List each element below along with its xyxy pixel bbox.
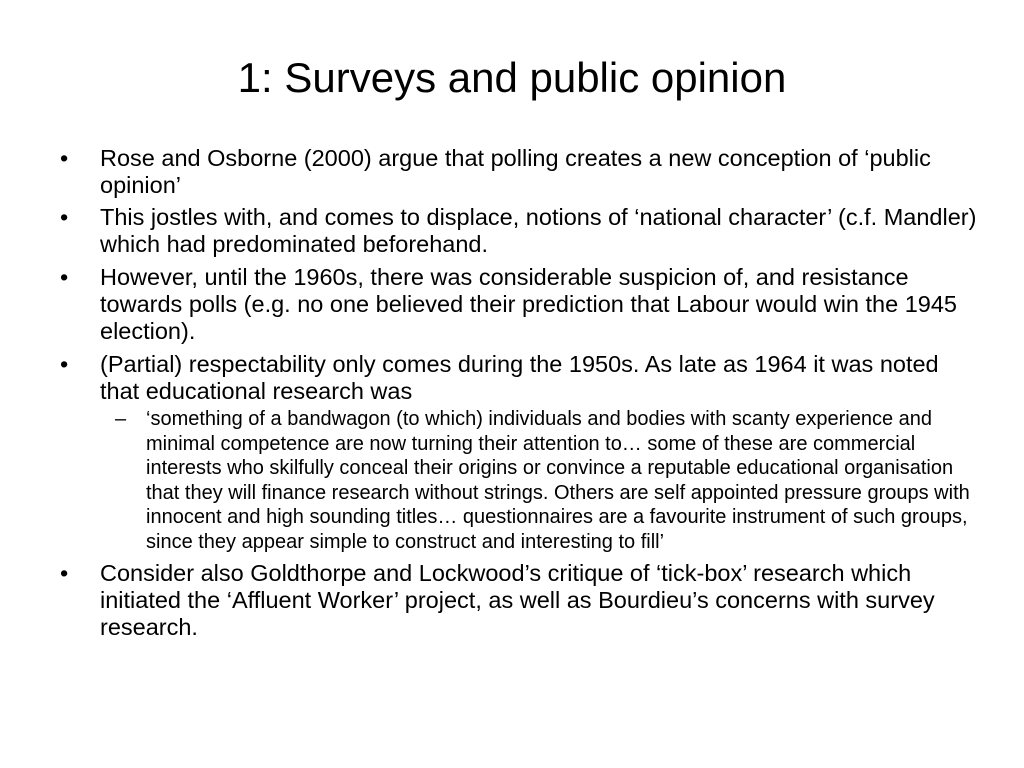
bullet-marker: •: [60, 145, 69, 171]
bullet-text: (Partial) respectability only comes during the 1950s. As late as 1964 it was noted that educational research was: [100, 351, 939, 404]
sub-bullet-marker: –: [115, 408, 127, 430]
bullet-marker: •: [60, 264, 69, 290]
bullet-marker: •: [60, 351, 69, 377]
bullet-list: [0, 145, 1024, 647]
bullet-item: [0, 560, 1024, 641]
bullet-text: Rose and Osborne (2000) argue that polling creates a new conception of ‘public opinion’: [100, 145, 931, 198]
bullet-text: This jostles with, and comes to displace, notions of ‘national character’ (c.f. Mandler) which had predominated beforehand.: [100, 204, 977, 257]
quote-text: ‘something of a bandwagon (to which) individuals and bodies with scanty experience and minimal competence are now turning their attention to… some of these are commercial interests who skilfully conceal their origins or convince a reputable educational organisation that they will finance research without strings. Others are self appointed pressure groups with innocent and high sounding titles… questionnaires are a favourite instrument of such groups, since they appear simple to construct and interesting to fill’: [146, 408, 970, 553]
sub-bullet-item: [0, 407, 1024, 554]
bullet-text: Consider also Goldthorpe and Lockwood’s critique of ‘tick-box’ research which initiated the ‘Affluent Worker’ project, as well as Bourdieu’s concerns with survey research.: [100, 560, 935, 640]
slide-title: 1: Surveys and public opinion: [237, 54, 787, 101]
bullet-text: However, until the 1960s, there was considerable suspicion of, and resistance towards polls (e.g. no one believed their prediction that Labour would win the 1945 election).: [100, 264, 957, 344]
bullet-item: [0, 351, 1024, 405]
bullet-item: [0, 145, 1024, 199]
bullet-item: [0, 204, 1024, 258]
bullet-marker: •: [60, 204, 69, 230]
bullet-marker: •: [60, 560, 69, 586]
bullet-item: [0, 264, 1024, 345]
